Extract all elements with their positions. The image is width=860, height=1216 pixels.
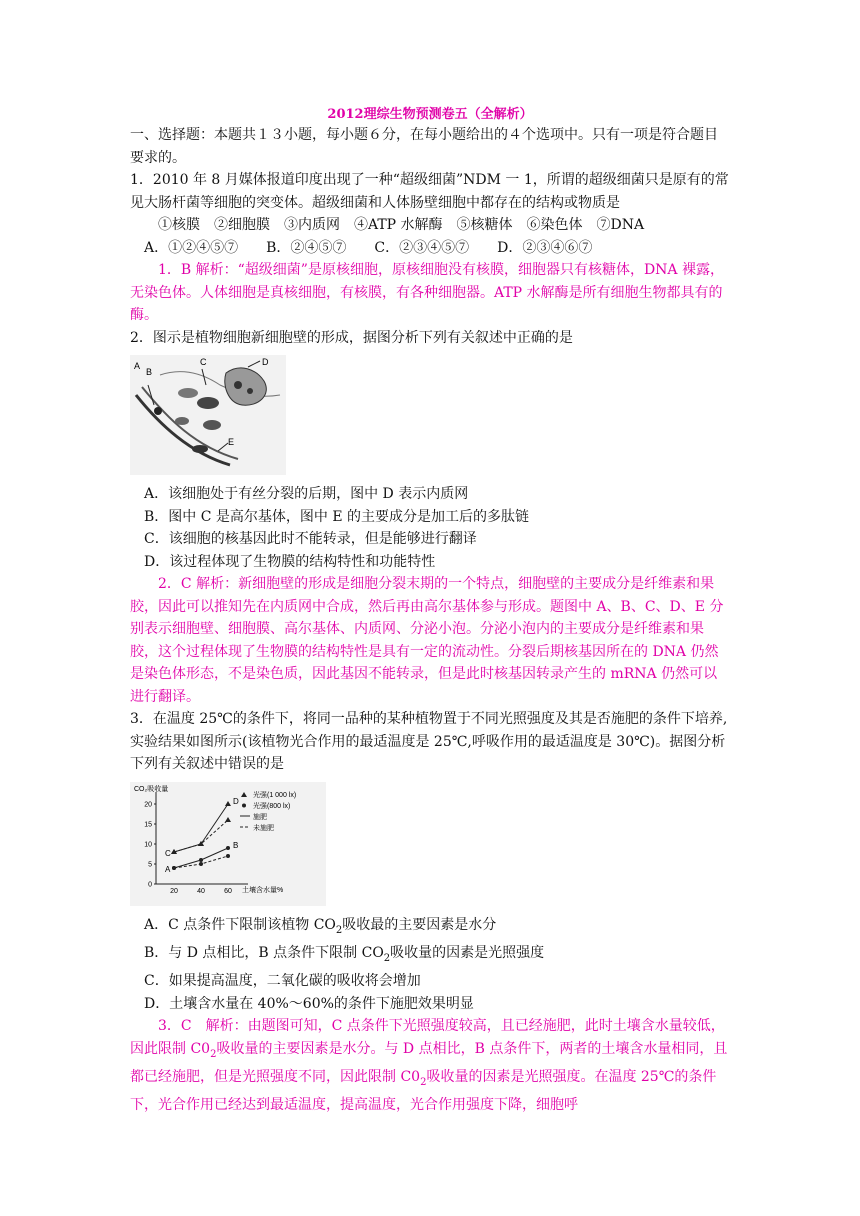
q2-option-d: D．该过程体现了生物膜的结构特性和功能特性 bbox=[144, 553, 436, 570]
data-point-circle bbox=[172, 866, 176, 870]
y-tick-label: 15 bbox=[144, 821, 152, 828]
figure-label-d: D bbox=[262, 357, 269, 367]
q2-option-b: B．图中 C 是高尔基体，图中 E 的主要成分是加工后的多肽链 bbox=[144, 508, 530, 525]
section-heading: 一、选择题：本题共１３小题，每小题６分，在每小题给出的４个选项中。只有一项是符合题目要求的。 bbox=[130, 127, 718, 166]
y-tick-label: 5 bbox=[148, 861, 152, 868]
figure-label-e: E bbox=[228, 437, 235, 447]
q2-option-a: A．该细胞处于有丝分裂的后期，图中 D 表示内质网 bbox=[144, 486, 469, 502]
legend-entry: 光强(1 000 lx) bbox=[253, 791, 297, 799]
x-tick-label: 60 bbox=[224, 887, 232, 895]
q3-option-a: A．C 点条件下限制该植物 $CO_2$吸收最的主要因素是水分 bbox=[144, 916, 497, 936]
co2-chart bbox=[130, 782, 326, 906]
data-point-circle bbox=[199, 862, 203, 866]
data-point-circle bbox=[226, 854, 230, 858]
legend-entry: 未施肥 bbox=[253, 824, 274, 832]
q2-stem: 2．图示是植物细胞新细胞壁的形成，据图分析下列有关叙述中正确的是 bbox=[130, 329, 573, 346]
point-label-a: A bbox=[165, 864, 171, 874]
x-axis-label: 土壤含水量% bbox=[242, 886, 284, 894]
legend-marker-circle bbox=[242, 803, 246, 807]
q1-stem: 1．2010 年 8 月媒体报道印度出现了一种“超级细菌”NDM 一 1，所谓的超级细菌只是原有的常见大肠杆菌等细胞的突变体。超级细菌和人体肠壁细胞中都存在的结构或物质是 bbox=[130, 172, 729, 211]
q3-option-d: D．土壤含水量在 40%～60%的条件下施肥效果明显 bbox=[144, 995, 474, 1012]
legend-entry: 施肥 bbox=[253, 813, 267, 821]
y-axis-label: CO₂吸收量 bbox=[134, 785, 169, 793]
q3-option-b: B．与 D 点相比，B 点条件下限制 $CO_2$吸收量的因素是光照强度 bbox=[144, 944, 545, 964]
point-label-c: C bbox=[165, 848, 171, 858]
q2-option-c: C．该细胞的核基因此时不能转录，但是能够进行翻译 bbox=[144, 531, 477, 547]
document-title: 2012理综生物预测卷五（全解析） bbox=[327, 107, 533, 122]
q1-options: A．①②④⑤⑦ B．②④⑤⑦ C．②③④⑤⑦ D．②③④⑥⑦ bbox=[144, 239, 593, 256]
q3-stem: 3．在温度 25℃的条件下，将同一品种的某种植物置于不同光照强度及其是否施肥的条件下培养,实验结果如图所示(该植物光合作用的最适温度是 25℃,呼吸作用的最适温度是 30℃)。据图分析下列有关叙述中错误的是 bbox=[130, 711, 728, 772]
co2-chart-figure bbox=[130, 782, 730, 906]
point-label-d: D bbox=[233, 796, 239, 806]
q2-answer: 2．C 解析：新细胞壁的形成是细胞分裂末期的一个特点，细胞壁的主要成分是纤维素和果胶，因此可以推知先在内质网中合成，然后再由高尔基体参与形成。题图中 A、B、C、D、E 分别表示细胞壁、细胞膜、高尔基体、内质网、分泌小泡。分泌小泡内的主要成分是纤维素和果胶，这个过程体现了生物膜的结构特性是具有一定的流动性。分裂后期核基因所在的 DNA 仍然是染色体形态，不是染色质，因此基因不能转录，但是此时核基因转录产生的 mRNA 仍然可以进行翻译。 bbox=[130, 576, 724, 705]
data-point-circle bbox=[199, 858, 203, 862]
data-point-circle bbox=[226, 846, 230, 850]
x-tick-label: 20 bbox=[170, 887, 178, 895]
point-label-b: B bbox=[233, 840, 239, 850]
figure-label-c: C bbox=[200, 357, 207, 367]
q3-answer: 3．C 解析：由题图可知，C 点条件下光照强度较高，且已经施肥，此时土壤含水量较低，因此限制 $C0_2$吸收量的主要因素是水分。与 D 点相比，B 点条件下，两者的土壤含水量相同，且都已经施肥，但是光照强度不同，因此限制 $C0_2$吸收量的因素是光照强度。在温度 25℃的条件下，光合作用已经达到最适温度，提高温度，光合作用强度下降，细胞呼 bbox=[130, 1018, 728, 1114]
y-tick-label: 10 bbox=[144, 841, 152, 848]
q1-answer: 1．B 解析：“超级细菌”是原核细胞，原核细胞没有核膜，细胞器只有核糖体，DNA 裸露，无染色体。人体细胞是真核细胞，有核膜，有各种细胞器。ATP 水解酶是所有细胞生物都具有的酶。 bbox=[130, 262, 724, 323]
document-page bbox=[130, 106, 730, 1117]
q1-items: ①核膜 ②细胞膜 ③内质网 ④ATP 水解酶 ⑤核糖体 ⑥染色体 ⑦DNA bbox=[158, 217, 645, 233]
legend-entry: 光强(800 lx) bbox=[253, 802, 291, 810]
q3-option-c: C．如果提高温度，二氧化碳的吸收将会增加 bbox=[144, 973, 421, 990]
figure-label-b: B bbox=[146, 367, 153, 377]
figure-label-a: A bbox=[134, 361, 141, 371]
y-tick-label: 0 bbox=[148, 881, 152, 888]
x-tick-label: 40 bbox=[197, 887, 205, 895]
cell-wall-figure bbox=[130, 355, 730, 475]
y-tick-label: 20 bbox=[144, 801, 152, 808]
